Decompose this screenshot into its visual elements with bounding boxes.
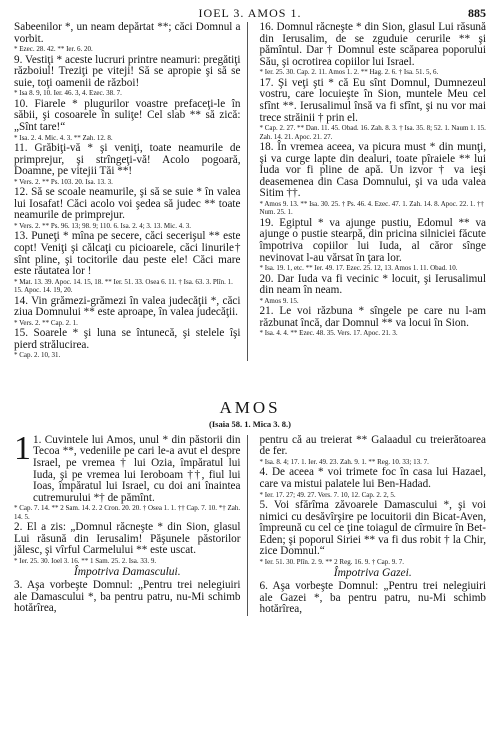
verse-references: * Ier. 51. 30. Plîn. 2. 9. ** 2 Reg. 16. 9. † Cap. 9. 7. [259, 557, 404, 566]
verse-references: * Cap. 2. 10, 31. [14, 351, 61, 360]
verse: 13. Puneţi * mîna pe secere, căci secerişul ** este copt! Veniţi şi călcaţi cu picioarele, căci linurile† sînt pline, şi tocitorile dau peste ele! Căci mare este răutatea lor ! [14, 230, 241, 278]
verse: 19. Egiptul * va ajunge pustiu, Edomul ** va ajunge o pustie stearpă, din pricina silniciei făcute împotriva copiilor lui Iuda, al căror sînge nevinovat l-au vărsat în ţara lor. [259, 216, 486, 264]
verse-references: * Ezec. 28. 42. ** Ier. 6. 20. [14, 45, 93, 54]
verse: 1. Cuvintele lui Amos, unul * din păstorii din Tecoa **, vedeniile pe cari le-a avut el despre Israel, pe vremea † lui Ozia, împăratul lui Iuda, şi pe vremea lui Ieroboam ††, fiul lui Ioas, împăratul lui Israel, cu doi ani înaintea cutremurului *† de pămînt. [33, 433, 241, 504]
verse: 21. Le voi răzbuna * sîngele pe care nu l-am răzbunat încă, dar Domnul ** va locui în Sion. [259, 305, 486, 329]
verse: 16. Domnul răcneşte * din Sion, glasul Lui răsună din Ierusalim, de se zguduie cerurile ** şi pămîntul. Dar † Domnul este scăparea poporului Său, şi ocrotirea copiilor lui Israel. [259, 21, 486, 68]
book-cross-reference: (Isaia 58. 1. Mica 3. 8.) [209, 418, 291, 429]
chapter-start [14, 429, 241, 505]
verse: 10. Fiarele * plugurilor voastre prefaceţi-le în săbii, şi cosoarele în suliţe! Cel slab ** să zică: „Sînt tare!“ [14, 97, 241, 133]
verse: 2. El a zis: „Domnul răcneşte * din Sion, glasul Lui răsună din Ierusalim! Păşunele păstorilor jălesc, şi vîrful Carmelului ** este uscat. [14, 521, 241, 557]
running-title: IOEL 3. AMOS 1. [198, 6, 302, 20]
verse: 11. Grăbiţi-vă * şi veniţi, toate neamurile de primprejur, şi strîngeţi-vă! Acolo pogoară, Doamne, pe vitejii Tăi **! [14, 141, 241, 178]
verse: 5. Voi sfărîma zăvoarele Damascului *, şi voi nimici cu desăvîrşire pe locuitorii din Bicat-Aven, împreună cu cel ce ţine toiagul de cîrmuire în Bet-Eden; şi poporul Siriei ** va fi dus robit † la Chir, zice Domnul.“ [259, 498, 486, 558]
joel-left-column [14, 22, 248, 361]
verse-references: * Mat. 13. 39. Apoc. 14. 15, 18. ** Ier. 51. 33. Osea 6. 11. † Isa. 63. 3. Plîn. 1. 15. Apoc. 14. 19, 20. [14, 277, 233, 295]
verse-references: * Amos 9. 13. ** Isa. 30. 25. † Ps. 46. 4. Ezec. 47. 1. Zah. 14. 8. Apoc. 22. 1. †† Num. 25. 1. [259, 199, 484, 217]
chapter-number: 1 [14, 429, 31, 467]
verse: 4. De aceea * voi trimete foc în casa lui Hazael, care va mistui palatele lui Ben-Hadad. [259, 466, 486, 490]
joel-right-column [260, 22, 487, 361]
verse-references: * Ier. 25. 30. Cap. 2. 11. Amos 1. 2. ** Hag. 2. 6. † Isa. 51. 5, 6. [259, 68, 439, 77]
top-columns [14, 22, 486, 361]
verse: 14. Vin grămezi-grămezi în valea judecăţii *, căci ziua Domnului ** este aproape, în valea judecăţii. [14, 294, 241, 319]
verse: 20. Dar Iuda va fi vecinic * locuit, şi Ierusalimul din neam în neam. [259, 272, 486, 297]
verse: 18. În vremea aceea, va picura must * din munţi, şi va curge lapte din dealuri, toate pîraiele ** lui Iuda vor fi pline de apă. Un izvor † va ieşi deasemenea din Casa Domnului, şi va uda valea Sitim ††. [259, 140, 486, 200]
verse-references: * Amos 9. 15. [259, 296, 299, 305]
amos-left-column [14, 429, 248, 616]
section-heading: Împotriva Gazei. [333, 567, 412, 580]
verse-references: * Cap. 2. 27. ** Dan. 11. 45. Obad. 16. Zah. 8. 3. † Isa. 35. 8; 52. 1. Naum 1. 15. Zah. 14. 21. Apoc. 21. 27. [259, 124, 486, 141]
verse: Sabeenilor *, un neam depărtat **; căci Domnul a vorbit. [14, 21, 241, 45]
verse-references: * Ier. 25. 30. Ioel 3. 16. ** 1 Sam. 25. 2. Isa. 33. 9. [14, 556, 157, 565]
verse-references: * Vers. 2. ** Ps. 96. 13; 98. 9; 110. 6. Isa. 2. 4; 3. 13. Mic. 4. 3. [14, 221, 191, 230]
verse: 17. Şi veţi şti * că Eu sînt Domnul, Dumnezeul vostru, care locuieşte în Sion, muntele Meu cel sfînt **. Ierusalimul însă va fi sfînt, şi nu vor mai trece străinii † prin el. [259, 76, 486, 124]
verse-references: * Vers. 2. ** Cap. 2. 1. [14, 318, 78, 327]
first-verse-block [33, 435, 241, 505]
verse-references: * Isa. 19. 1, etc. ** Ier. 49. 17. Ezec. 25. 12, 13. Amos 1. 11. Obad. 10. [259, 264, 458, 273]
book-title: AMOS [219, 397, 281, 417]
verse: 15. Soarele * şi luna se întunecă, şi stelele îşi pierd strălucirea. [14, 327, 241, 351]
verse-references: * Isa. 4. 4. ** Ezec. 48. 35. Vers. 17. Apoc. 21. 3. [259, 329, 398, 338]
bottom-columns [14, 429, 486, 616]
verse: 6. Aşa vorbeşte Domnul: „Pentru trei nelegiuiri ale Gazei *, ba pentru patru, nu-Mi schimb hotărîrea, [259, 580, 486, 616]
verse-references: * Ier. 17. 27; 49. 27. Vers. 7. 10, 12. Cap. 2. 2, 5. [259, 490, 396, 499]
verse-references: * Isa 8. 9, 10. Ier. 46. 3, 4. Ezec. 38. 7. [14, 89, 122, 98]
verse: 3. Aşa vorbeşte Domnul: „Pentru trei nelegiuiri ale Damascului *, ba pentru patru, nu-Mi schimb hotărîrea, [14, 579, 241, 615]
section-heading: Împotriva Damascului. [73, 566, 181, 579]
verse-references: * Cap. 7. 14. ** 2 Sam. 14. 2. 2 Cron. 20. 20. † Osea 1. 1. †† Cap. 7. 10. *† Zah. 14. 5. [14, 504, 241, 521]
amos-left-rest [14, 522, 241, 615]
verse-references: * Isa. 8. 4; 17. 1. Ier. 49. 23. Zah. 9. 1. ** Reg. 10. 33; 13. 7. [259, 457, 429, 466]
verse: pentru că au treierat ** Galaadul cu treierătoarea de fer. [259, 433, 486, 458]
verse-references: * Isa. 2. 4. Mic. 4. 3. ** Zah. 12. 8. [14, 133, 113, 142]
page-header [14, 6, 486, 22]
amos-right-column [260, 435, 487, 616]
page-number: 885 [468, 6, 486, 20]
verse-references: * Vers. 2. ** Ps. 103. 20. Isa. 13. 3. [14, 177, 113, 186]
verse: 9. Vestiţi * aceste lucruri printre neamuri: pregătiţi războiul! Treziţi pe viteji! Să se apropie şi să se suie, toţi oamenii de război! [14, 53, 241, 89]
verse: 12. Să se scoale neamurile, şi să se suie * în valea lui Iosafat! Căci acolo voi şedea să judec ** toate neamurile de primprejur. [14, 186, 241, 222]
